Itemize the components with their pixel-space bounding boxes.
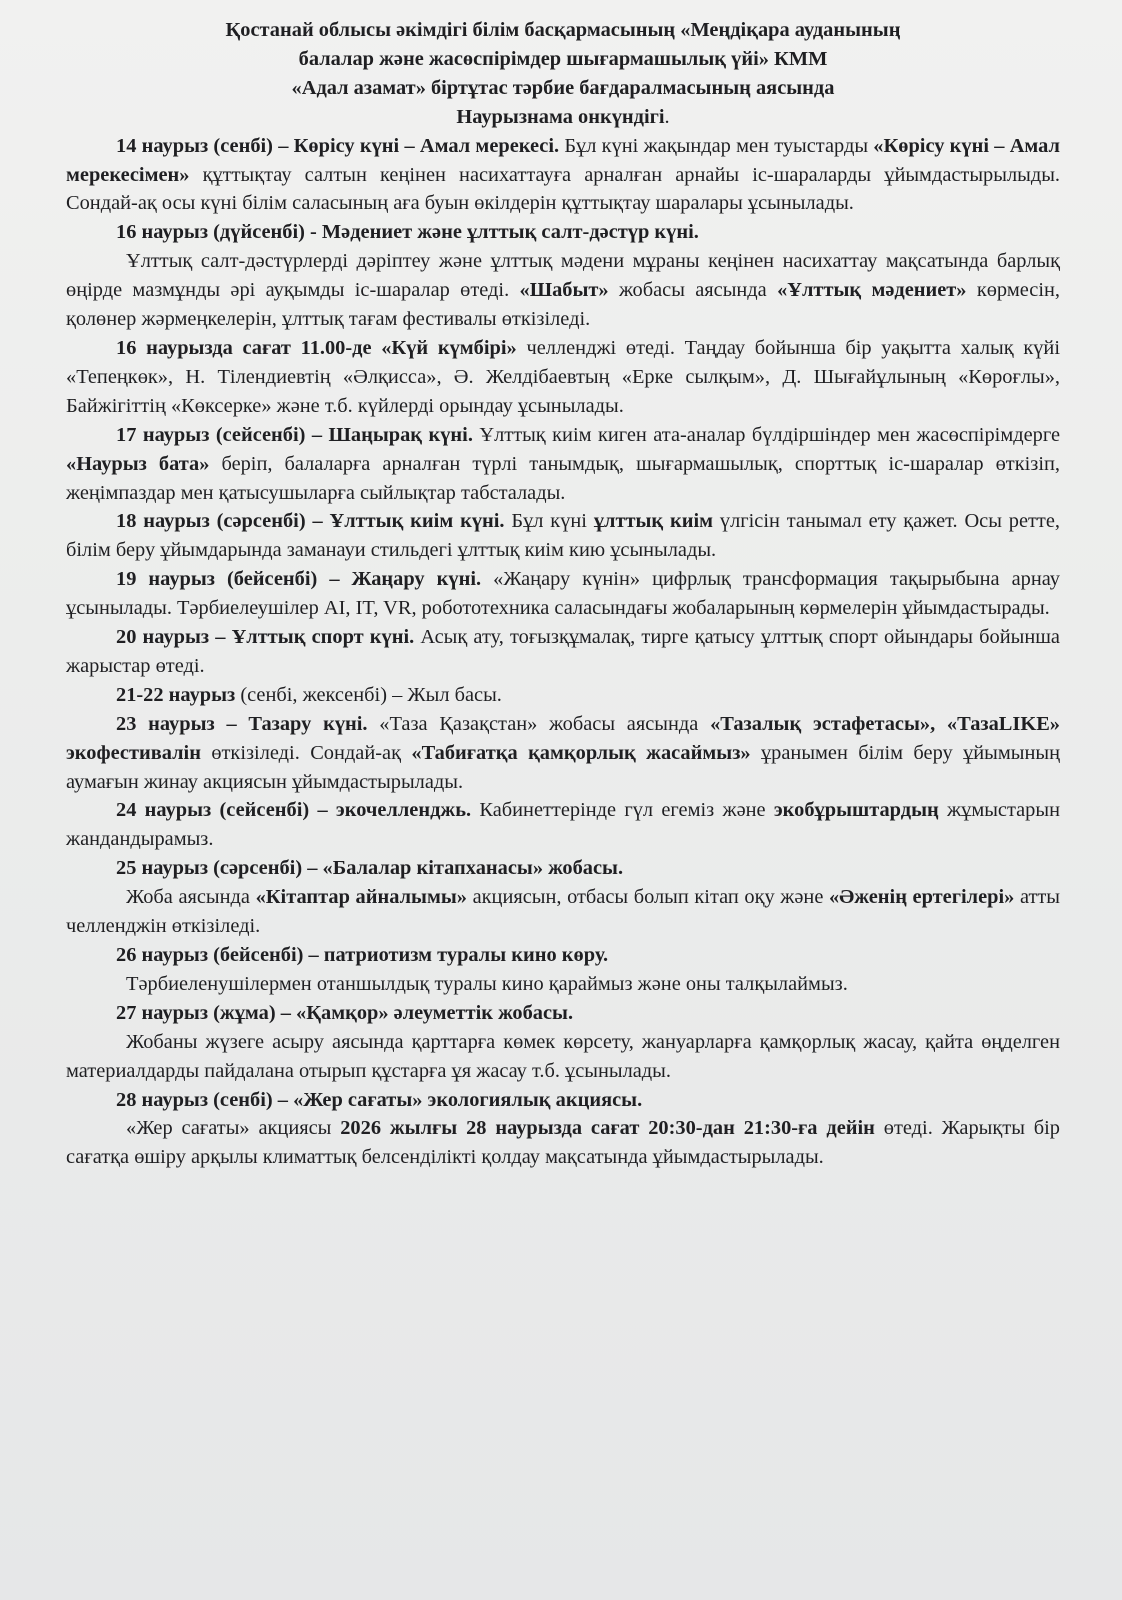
day-heading: 17 наурыз (сейсенбі) – Шаңырақ күні. (116, 423, 473, 446)
heading-march-28 (66, 1086, 1060, 1115)
day-heading: 27 наурыз (жұма) – «Қамқор» әлеуметтік жобасы. (116, 1001, 574, 1024)
paragraph-march-19 (66, 565, 1060, 623)
bold-phrase: «Шабыт» (519, 279, 609, 302)
body-text: челленджі өтеді. Таңдау бойынша бір уақытта халық күйі «Тепеңкөк», Н. Тілендиевтің «Әлқисса», Ә. Желдібаевтың «Ерке сылқым», Д. Шығайұлының «Көроғлы», Байжігіттің «Көксерке» және т.б. күйлерді орындау ұсынылады. (66, 336, 1060, 417)
body-text: Тәрбиеленушілермен отаншылдық туралы кино қараймыз және оны талқылаймыз. (126, 972, 848, 995)
document-header (66, 16, 1060, 132)
bold-phrase: «Ұлттық мәдениет» (777, 279, 967, 302)
paragraph-march-27 (66, 1028, 1060, 1086)
bold-phrase: 2026 жылғы 28 наурызда сағат 20:30-дан 21:30-ға дейін (340, 1117, 875, 1140)
body-text: Бұл күні жақындар мен туыстарды (559, 134, 874, 157)
paragraph-march-20 (66, 623, 1060, 681)
day-heading: 16 наурызда сағат 11.00-де «Күй күмбірі» (116, 336, 517, 359)
day-heading: 20 наурыз – Ұлттық спорт күні. (116, 626, 415, 649)
body-text: Ұлттық салт-дәстүрлерді дәріптеу және ұлттық мәдени мұраны кеңінен насихаттау мақсатында барлық өңірде мазмұнды әрі ауқымды іс-шаралар өтеді. (66, 250, 1060, 302)
body-text: өтеді. Жарықты бір сағатқа өшіру арқылы климаттық белсенділікті қолдау мақсатында ұйымдастырылады. (66, 1117, 1060, 1169)
bold-phrase: экофестивалін (66, 741, 201, 764)
heading-march-16 (66, 218, 1060, 247)
bold-phrase: экобұрыштардың (773, 799, 939, 822)
bold-phrase: ұлттық киім (593, 510, 714, 533)
body-text: «Таза Қазақстан» жобасы аясында (367, 712, 711, 735)
paragraph-march-28 (66, 1114, 1060, 1172)
document-title: Наурызнама онкүндігі (456, 105, 665, 128)
day-heading: 23 наурыз – Тазару күні. (116, 712, 368, 735)
paragraph-march-17 (66, 421, 1060, 508)
body-text: Бұл күні (504, 510, 594, 533)
day-heading: 19 наурыз (бейсенбі) – Жаңару күні. (116, 568, 482, 591)
day-heading: 28 наурыз (сенбі) – «Жер сағаты» экологиялық акциясы. (116, 1088, 643, 1111)
paragraph-march-26 (66, 970, 1060, 999)
paragraph-kui-kumbiri (66, 334, 1060, 421)
body-text: Кабинеттерінде гүл егеміз және (471, 799, 774, 822)
body-text: жобасы аясында (608, 279, 778, 302)
bold-phrase: «Көрісу күні – Амал мерекесімен» (66, 134, 1060, 186)
body-text: жұмыстарын жандандырамыз. (66, 799, 1060, 851)
paragraph-march-25 (66, 883, 1060, 941)
day-heading: 14 наурыз (сенбі) – Көрісу күні – Амал мерекесі. (116, 134, 560, 157)
paragraph-march-14 (66, 132, 1060, 219)
paragraph-march-23 (66, 710, 1060, 797)
day-heading: 16 наурыз (дүйсенбі) - Мәдениет және ұлттық салт-дәстүр күні. (116, 221, 699, 244)
heading-march-26 (66, 941, 1060, 970)
body-text: көрмесін, қолөнер жәрмеңкелерін, ұлттық тағам фестивалы өткізіледі. (66, 279, 1061, 331)
body-text: атты челленджін өткізіледі. (66, 886, 1060, 938)
title-period: . (664, 105, 670, 128)
heading-march-27 (66, 999, 1060, 1028)
header-line-1: Қостанай облысы әкімдігі білім басқармасының «Меңдіқара ауданының (225, 19, 901, 41)
paragraph-march-18 (66, 507, 1060, 565)
day-heading: 26 наурыз (бейсенбі) – патриотизм туралы кино көру. (116, 944, 609, 966)
body-text: «Жер сағаты» акциясы (126, 1117, 341, 1140)
bold-phrase: «Табиғатқа қамқорлық жасаймыз» (411, 741, 751, 764)
day-heading: 21-22 наурыз (116, 683, 236, 706)
day-heading: 25 наурыз (сәрсенбі) – «Балалар кітапханасы» жобасы. (116, 857, 624, 880)
body-text: «Жаңару күнін» цифрлық трансформация тақырыбына арнау ұсынылады. Тәрбиелеушілер AI, IT, VR, робототехника саласындағы жобаларының көрмелерін ұйымдастырады. (66, 568, 1060, 620)
bold-phrase: «Әженің ертегілері» (828, 886, 1015, 909)
body-text: акциясын, отбасы болып кітап оқу және (466, 886, 829, 909)
day-heading: 24 наурыз (сейсенбі) – экочелленджь. (116, 799, 472, 822)
body-text: құттықтау салтын кеңінен насихаттауға арналған арнайы іс-шараларды ұйымдастырылыды. Сондай-ақ осы күні білім саласының аға буын өкілдерін құттықтау шаралары ұсынылады. (66, 163, 1060, 215)
body-text: үлгісін танымал ету қажет. Осы ретте, білім беру ұйымдарында заманауи стильдегі ұлттық киім кию ұсынылады. (66, 510, 1060, 562)
body-text: беріп, балаларға арналған түрлі танымдық, шығармашылық, спорттық іс-шаралар өткізіп, жеңімпаздар мен қатысушыларға сыйлықтар табсталады. (66, 452, 1060, 504)
header-line-2: балалар және жасөспірімдер шығармашылық үйі» КММ (298, 47, 828, 70)
header-line-3: «Адал азамат» біртұтас тәрбие бағдаралмасының аясында (291, 76, 835, 99)
heading-march-25 (66, 854, 1060, 883)
day-heading: 18 наурыз (сәрсенбі) – Ұлттық киім күні. (116, 510, 505, 533)
body-text: Жобаны жүзеге асыру аясында қарттарға көмек көрсету, жануарларға қамқорлық жасау, қайта өңделген материалдарды пайдалана отырып құстарға ұя жасау т.б. ұсынылады. (66, 1030, 1060, 1082)
body-text: ұранымен білім беру ұйымының аумағын жинау акциясын ұйымдастырылады. (66, 741, 1061, 793)
bold-phrase: «Тазалық эстафетасы», «ТазаLIKE» (710, 712, 1060, 735)
paragraph-march-21-22 (66, 681, 1060, 710)
paragraph-march-24 (66, 796, 1060, 854)
body-text: Ұлттық киім киген ата-аналар бүлдіршіндер мен жасөспірімдерге (472, 423, 1061, 446)
body-text: өткізіледі. Сондай-ақ (200, 741, 412, 764)
bold-phrase: «Кітаптар айналымы» (255, 886, 467, 909)
body-text: Асық ату, тоғызқұмалақ, тирге қатысу ұлттық спорт ойындары бойынша жарыстар өтеді. (66, 626, 1060, 677)
paragraph-march-16 (66, 247, 1060, 334)
body-text: Жоба аясында (126, 886, 256, 909)
header-line-4 (66, 103, 1060, 132)
body-text: (сенбі, жексенбі) – Жыл басы. (235, 683, 502, 706)
bold-phrase: «Наурыз бата» (66, 452, 210, 475)
